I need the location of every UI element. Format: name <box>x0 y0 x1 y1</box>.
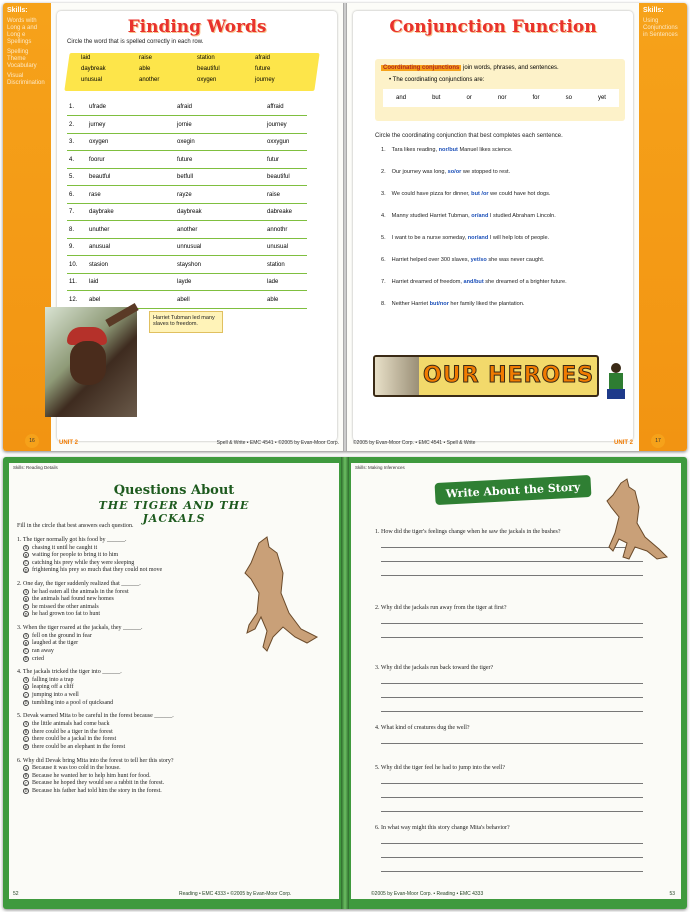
answer-bubble[interactable]: C <box>24 604 28 610</box>
page-footer: Reading • EMC 4333 • ©2005 by Evan-Moor Corp. <box>179 891 292 897</box>
question-text: 3. When the tiger roared at the jackals, they ______. <box>17 625 143 632</box>
answer-line[interactable] <box>381 857 643 858</box>
answer-text: leaping off a cliff <box>32 684 74 691</box>
sentence-number: 5. <box>381 235 386 241</box>
sentence <box>381 147 513 153</box>
writing-question: 2. Why did the jackals run away from the tiger at first? <box>375 605 507 611</box>
answer-text: waiting for people to bring it to him <box>32 552 119 559</box>
answer-line[interactable] <box>381 811 643 812</box>
answer-option[interactable] <box>23 552 162 558</box>
conjunction-item: and <box>396 95 407 101</box>
writing-question: 1. How did the tiger's feelings change when he saw the jackals in the bushes? <box>375 529 561 535</box>
row-number: 4. <box>69 156 75 163</box>
word-choice[interactable]: futur <box>267 156 280 163</box>
word-choice[interactable]: foorur <box>89 156 105 163</box>
harriet-tubman-photo <box>45 307 137 417</box>
answer-bubble[interactable]: A <box>24 545 28 551</box>
lincoln-portrait <box>375 357 419 397</box>
word-row <box>67 187 307 204</box>
word-box-word: daybreak <box>81 66 106 72</box>
word-row <box>67 292 307 309</box>
answer-line[interactable] <box>381 843 643 844</box>
answer-bubble[interactable]: A <box>24 677 28 683</box>
row-number: 11. <box>69 279 77 285</box>
our-heroes-banner <box>373 355 599 397</box>
word-choice[interactable]: beautiful <box>267 174 290 180</box>
answer-option[interactable] <box>23 677 122 683</box>
answer-text: catching his prey while they were sleeping <box>32 559 135 566</box>
conjunction-choice[interactable]: nor/and <box>467 235 489 241</box>
word-row <box>67 222 307 239</box>
sentence <box>381 213 556 219</box>
row-number: 6. <box>69 191 75 198</box>
word-choice[interactable]: annothr <box>267 226 288 233</box>
word-choice[interactable]: future <box>177 156 193 163</box>
answer-text: Because it was too cold in the house. <box>32 765 121 772</box>
answer-text: chasing it until he caught it <box>32 544 98 551</box>
conjunction-choice[interactable]: nor/but <box>438 147 458 153</box>
skills-sidebar-right <box>639 3 687 451</box>
sentence <box>381 279 567 285</box>
page-footer: ©2005 by Evan-Moor Corp. • Reading • EMC 4333 <box>371 891 484 897</box>
answer-text: jumping into a well <box>32 692 79 699</box>
conjunction-choice[interactable]: but/nor <box>429 301 449 307</box>
word-choice[interactable]: another <box>177 226 198 233</box>
question-block <box>17 713 174 749</box>
question-text: 2. One day, the tiger suddenly realized that ______. <box>17 581 141 588</box>
answer-text: Because he hoped they would see a rabbit in the forest. <box>32 780 165 787</box>
answer-text: the little animals had come back <box>32 720 110 727</box>
answer-line[interactable] <box>381 797 643 798</box>
sentence-number: 2. <box>381 169 386 175</box>
skills-label: Skills: Reading Details <box>13 465 58 470</box>
word-choice[interactable]: betfull <box>177 174 194 180</box>
conjunction-choice[interactable]: and/but <box>463 279 484 285</box>
answer-bubble[interactable]: A <box>24 721 28 727</box>
answer-line[interactable] <box>381 637 643 638</box>
answer-text: falling into a trap <box>32 676 74 683</box>
question-block <box>17 537 162 573</box>
word-choice[interactable]: daybreak <box>177 209 202 215</box>
answer-text: frightening his prey so much that they could not move <box>32 567 163 574</box>
answer-option[interactable] <box>23 560 162 566</box>
sentence-start: Neither Harriet <box>391 301 430 307</box>
page-footer: Spell & Write • EMC 4541 • ©2005 by Evan-Moor Corp. <box>216 440 339 446</box>
question-block <box>17 758 174 794</box>
answer-option[interactable] <box>23 721 174 727</box>
instruction: Circle the word that is spelled correctly in each row. <box>67 39 204 45</box>
word-choice[interactable]: anusual <box>89 244 111 250</box>
answer-bubble[interactable]: C <box>24 560 28 566</box>
word-choice[interactable]: jornie <box>177 121 192 128</box>
answer-option[interactable] <box>23 692 122 698</box>
answer-text: Because he wanted her to help him hunt for food. <box>32 772 151 779</box>
answer-text: tumbling into a pool of quicksand <box>32 699 114 706</box>
sentence-end: we could have hot dogs. <box>488 191 551 197</box>
conjunction-choice[interactable]: or/and <box>471 213 489 219</box>
word-choice[interactable]: daybrake <box>89 209 114 215</box>
answer-bubble[interactable]: C <box>24 780 28 786</box>
sentence-start: Our journey was long, <box>391 169 448 175</box>
answer-line[interactable] <box>381 575 643 576</box>
question-list <box>17 537 247 877</box>
writing-question: 4. What kind of creatures dug the well? <box>375 725 470 731</box>
row-number: 5. <box>69 174 75 180</box>
word-row <box>67 257 307 274</box>
word-choice[interactable]: able <box>267 296 279 303</box>
page-number: 16 <box>25 434 39 448</box>
worksheet-finding-words <box>57 11 337 441</box>
answer-text: laughed at the tiger <box>32 640 79 647</box>
answer-option[interactable] <box>23 700 122 706</box>
row-number: 12. <box>69 296 78 303</box>
word-choice[interactable]: laid <box>89 279 99 285</box>
conjunction-info-box <box>375 59 625 121</box>
page-number: 53 <box>669 891 675 897</box>
word-choice[interactable]: beautful <box>89 174 111 180</box>
page-title: Write About the Story <box>445 479 581 501</box>
sentence <box>381 169 510 175</box>
word-choice[interactable]: abel <box>89 296 101 303</box>
word-box-word: future <box>255 66 271 72</box>
answer-bubble[interactable]: A <box>24 765 28 771</box>
row-number: 8. <box>69 226 75 233</box>
row-number: 1. <box>69 104 75 110</box>
answer-option[interactable] <box>23 744 174 750</box>
question-text: 5. Devak warned Mita to be careful in the forest because ______. <box>17 713 174 720</box>
conjunction-item: so <box>565 95 572 101</box>
answer-option[interactable] <box>23 773 174 779</box>
answer-line[interactable] <box>381 711 643 712</box>
question-text: 6. Why did Devak bring Mita into the forest to tell her this story? <box>17 757 174 764</box>
word-choice[interactable]: lade <box>267 279 279 285</box>
painter-figure <box>603 361 629 401</box>
skill-item: Visual Discrimination <box>7 73 45 86</box>
conjunction-item: for <box>532 95 540 101</box>
answer-line[interactable] <box>381 623 643 624</box>
word-choice[interactable]: dabreake <box>267 209 293 215</box>
answer-bubble[interactable]: A <box>24 589 28 595</box>
unit-label: UNIT 2 <box>59 440 79 446</box>
answer-option[interactable] <box>23 780 174 786</box>
answer-bubble[interactable]: D <box>24 656 28 662</box>
row-number: 7. <box>69 209 75 215</box>
word-choice[interactable]: afraid <box>177 104 193 110</box>
page-number: 17 <box>651 434 665 448</box>
answer-option[interactable] <box>23 788 174 794</box>
sentence-number: 6. <box>381 257 386 263</box>
question-block <box>17 581 141 617</box>
instruction: Fill in the circle that best answers each question. <box>17 523 134 529</box>
page-52 <box>9 463 339 899</box>
answer-option[interactable] <box>23 589 141 595</box>
conjunction-item: yet <box>597 95 606 101</box>
word-choice[interactable]: stayshon <box>177 261 202 268</box>
word-choice[interactable]: layde <box>177 279 192 285</box>
answer-bubble[interactable]: B <box>24 596 28 602</box>
page-16 <box>3 3 343 451</box>
answer-option[interactable] <box>23 729 174 735</box>
sentence <box>381 235 549 241</box>
answer-bubble[interactable]: C <box>24 692 28 698</box>
sentence <box>381 191 550 197</box>
photo-caption: Harriet Tubman led many slaves to freedom. <box>149 311 223 333</box>
sentence-number: 7. <box>381 279 386 285</box>
writing-question: 6. In what way might this story change Mita's behavior? <box>375 825 510 831</box>
sentence-number: 8. <box>381 301 386 307</box>
writing-question: 5. Why did the tiger feel he had to jump into the well? <box>375 765 506 771</box>
question-block <box>17 669 122 705</box>
page-number: 52 <box>13 891 19 897</box>
skills-heading: Skills: <box>643 7 664 14</box>
word-choice[interactable]: rase <box>89 191 101 198</box>
sentence <box>381 301 524 307</box>
row-number: 10. <box>69 261 78 268</box>
sentence-end: she dreamed of a brighter future. <box>483 279 567 285</box>
answer-option[interactable] <box>23 736 174 742</box>
jackal-illustration <box>237 533 327 663</box>
instruction: Circle the coordinating conjunction that best completes each sentence. <box>375 133 563 139</box>
answer-text: ran away <box>32 647 54 654</box>
conjunction-choice[interactable]: so/or <box>447 169 462 175</box>
answer-text: there could be an elephant in the forest <box>32 743 126 750</box>
story-title: THE TIGER AND THE JACKALS <box>98 499 250 525</box>
word-choice[interactable]: oxygen <box>89 139 109 145</box>
answer-option[interactable] <box>23 567 162 573</box>
word-choice[interactable]: station <box>267 261 285 268</box>
question-block <box>17 625 143 661</box>
answer-line[interactable] <box>381 743 643 744</box>
answer-bubble[interactable]: B <box>24 640 28 646</box>
answer-option[interactable] <box>23 611 141 617</box>
word-row <box>67 274 307 291</box>
word-choice[interactable]: rayze <box>177 191 192 198</box>
skills-label: Skills: Making Inferences <box>355 465 405 470</box>
sentence-number: 3. <box>381 191 386 197</box>
question-text: 1. The tiger normally got his food by ______. <box>17 537 127 543</box>
sentence-end: Manuel likes science. <box>457 147 513 153</box>
word-box-word: laid <box>81 55 91 61</box>
skill-item: Words with Long a and Long e Spellings <box>7 18 38 45</box>
answer-bubble[interactable]: A <box>24 633 28 639</box>
skill-item: Using Conjunctions in Sentences <box>643 18 678 38</box>
answer-text: there could be a jackal in the forest <box>32 736 117 743</box>
intro-text: join words, phrases, and sentences. <box>461 65 559 71</box>
word-box-word: beautiful <box>197 66 220 72</box>
answer-bubble[interactable]: D <box>24 700 28 706</box>
answer-bubble[interactable]: D <box>24 788 28 794</box>
sentence-number: 1. <box>381 147 386 153</box>
question-text: 4. The jackals tricked the tiger into ______. <box>17 669 122 676</box>
word-box-words <box>81 55 311 91</box>
answer-bubble[interactable]: B <box>24 773 28 779</box>
spine <box>341 457 349 909</box>
answer-bubble[interactable]: D <box>24 611 28 617</box>
answer-text: he had grown too fat to hunt <box>32 611 100 618</box>
word-row <box>67 204 307 221</box>
answer-bubble[interactable]: C <box>24 648 28 654</box>
answer-option[interactable] <box>23 604 141 610</box>
answer-option[interactable] <box>23 640 143 646</box>
word-choice[interactable]: unusual <box>267 244 289 250</box>
sentence-end: I will help lots of people. <box>488 235 550 241</box>
word-box-word: able <box>139 66 151 72</box>
word-rows <box>67 99 307 309</box>
page-footer: ©2005 by Evan-Moor Corp. • EMC 4541 • Spell & Write <box>353 440 476 446</box>
page-17 <box>347 3 687 451</box>
page-title: Conjunction Function <box>389 17 597 37</box>
answer-bubble[interactable]: B <box>24 684 28 690</box>
answer-text: fell on the ground in fear <box>32 632 92 639</box>
skills-heading: Skills: <box>7 7 28 14</box>
answer-option[interactable] <box>23 596 141 602</box>
page-title: Questions About <box>113 483 235 498</box>
conjunction-choice[interactable]: but /or <box>471 191 489 197</box>
conjunction-item: or <box>466 95 472 101</box>
writing-question: 3. Why did the jackals run back toward the tiger? <box>375 665 494 671</box>
answer-line[interactable] <box>381 697 643 698</box>
word-choice[interactable]: stasion <box>89 261 109 268</box>
word-choice[interactable]: unuther <box>89 226 110 233</box>
sentence-end: we stopped to rest. <box>461 169 511 175</box>
word-choice[interactable]: oxxygun <box>267 139 290 145</box>
word-box-word: another <box>139 77 160 83</box>
answer-text: he had eaten all the animals in the forest <box>32 588 129 595</box>
word-choice[interactable]: affraid <box>267 104 284 110</box>
jackal-illustration <box>601 477 671 567</box>
reading-spread <box>3 457 687 909</box>
answer-line[interactable] <box>381 683 643 684</box>
answer-option[interactable] <box>23 656 143 662</box>
word-box-word: unusual <box>81 77 103 83</box>
sentence-number: 4. <box>381 213 386 219</box>
key-term: Coordinating conjunctions <box>383 65 460 71</box>
page-53 <box>351 463 681 899</box>
answer-option[interactable] <box>23 648 143 654</box>
word-box-word: station <box>197 55 215 61</box>
word-row <box>67 134 307 151</box>
word-box-word: raise <box>139 55 153 61</box>
answer-option[interactable] <box>23 633 143 639</box>
sentence-start: Harriet helped over 300 slaves, <box>391 257 471 263</box>
word-row <box>67 117 307 134</box>
sentence-start: Manny studied Harriet Tubman, <box>391 213 472 219</box>
word-box-word: journey <box>255 77 275 83</box>
sentence-start: Tara likes reading, <box>391 147 439 153</box>
conjunction-item: nor <box>497 95 507 101</box>
sentence-end: I studied Abraham Lincoln. <box>488 213 556 219</box>
word-box-word: oxygen <box>197 77 217 83</box>
answer-bubble[interactable]: B <box>24 552 28 558</box>
conjunction-list <box>383 89 619 107</box>
answer-bubble[interactable]: D <box>24 744 28 750</box>
unit-label: UNIT 2 <box>613 440 633 446</box>
answer-option[interactable] <box>23 684 122 690</box>
sentence-start: Harriet dreamed of freedom, <box>391 279 464 285</box>
row-number: 2. <box>69 121 75 128</box>
answer-line[interactable] <box>381 783 643 784</box>
skill-item: Spelling Theme Vocabulary <box>7 49 37 69</box>
skills-sidebar-left <box>3 3 51 451</box>
word-choice[interactable]: abell <box>177 296 190 303</box>
word-row <box>67 239 307 256</box>
spell-write-spread <box>3 3 687 451</box>
sentence-end: her family liked the plantation. <box>448 301 525 307</box>
word-row <box>67 152 307 169</box>
coord-label: • The coordinating conjunctions are: <box>389 77 485 83</box>
answer-text: Because his father had told him the story in the forest. <box>32 787 162 794</box>
word-choice[interactable]: oxegin <box>177 139 195 145</box>
word-choice[interactable]: ufrade <box>89 104 107 110</box>
page-title: Finding Words <box>127 17 267 37</box>
conjunction-choice[interactable]: yet/so <box>470 257 487 263</box>
word-row <box>67 99 307 116</box>
row-number: 9. <box>69 244 75 250</box>
answer-text: he missed the other animals <box>32 603 99 610</box>
row-number: 3. <box>69 139 75 145</box>
sentence-start: I want to be a nurse someday, <box>391 235 468 241</box>
sentence-end: she was never caught. <box>486 257 545 263</box>
answer-line[interactable] <box>381 871 643 872</box>
word-choice[interactable]: jurney <box>89 121 106 128</box>
answer-text: the animals had found new homes <box>32 596 114 603</box>
answer-text: cried <box>32 655 44 662</box>
word-choice[interactable]: journey <box>267 121 287 128</box>
banner-text: OUR HEROES <box>423 363 595 388</box>
answer-text: there could be a tiger in the forest <box>32 728 113 735</box>
worksheet-conjunctions <box>353 11 633 441</box>
conjunction-item: but <box>432 95 441 101</box>
sentence-list <box>353 147 643 317</box>
answer-option[interactable] <box>23 765 174 771</box>
word-choice[interactable]: raise <box>267 191 281 198</box>
answer-bubble[interactable]: C <box>24 736 28 742</box>
word-choice[interactable]: unnusual <box>177 244 202 250</box>
answer-bubble[interactable]: B <box>24 729 28 735</box>
word-box-word: afraid <box>255 55 271 61</box>
answer-option[interactable] <box>23 545 162 551</box>
answer-bubble[interactable]: D <box>24 567 28 573</box>
sentence-start: We could have pizza for dinner, <box>391 191 472 197</box>
sentence <box>381 257 544 263</box>
word-row <box>67 169 307 186</box>
